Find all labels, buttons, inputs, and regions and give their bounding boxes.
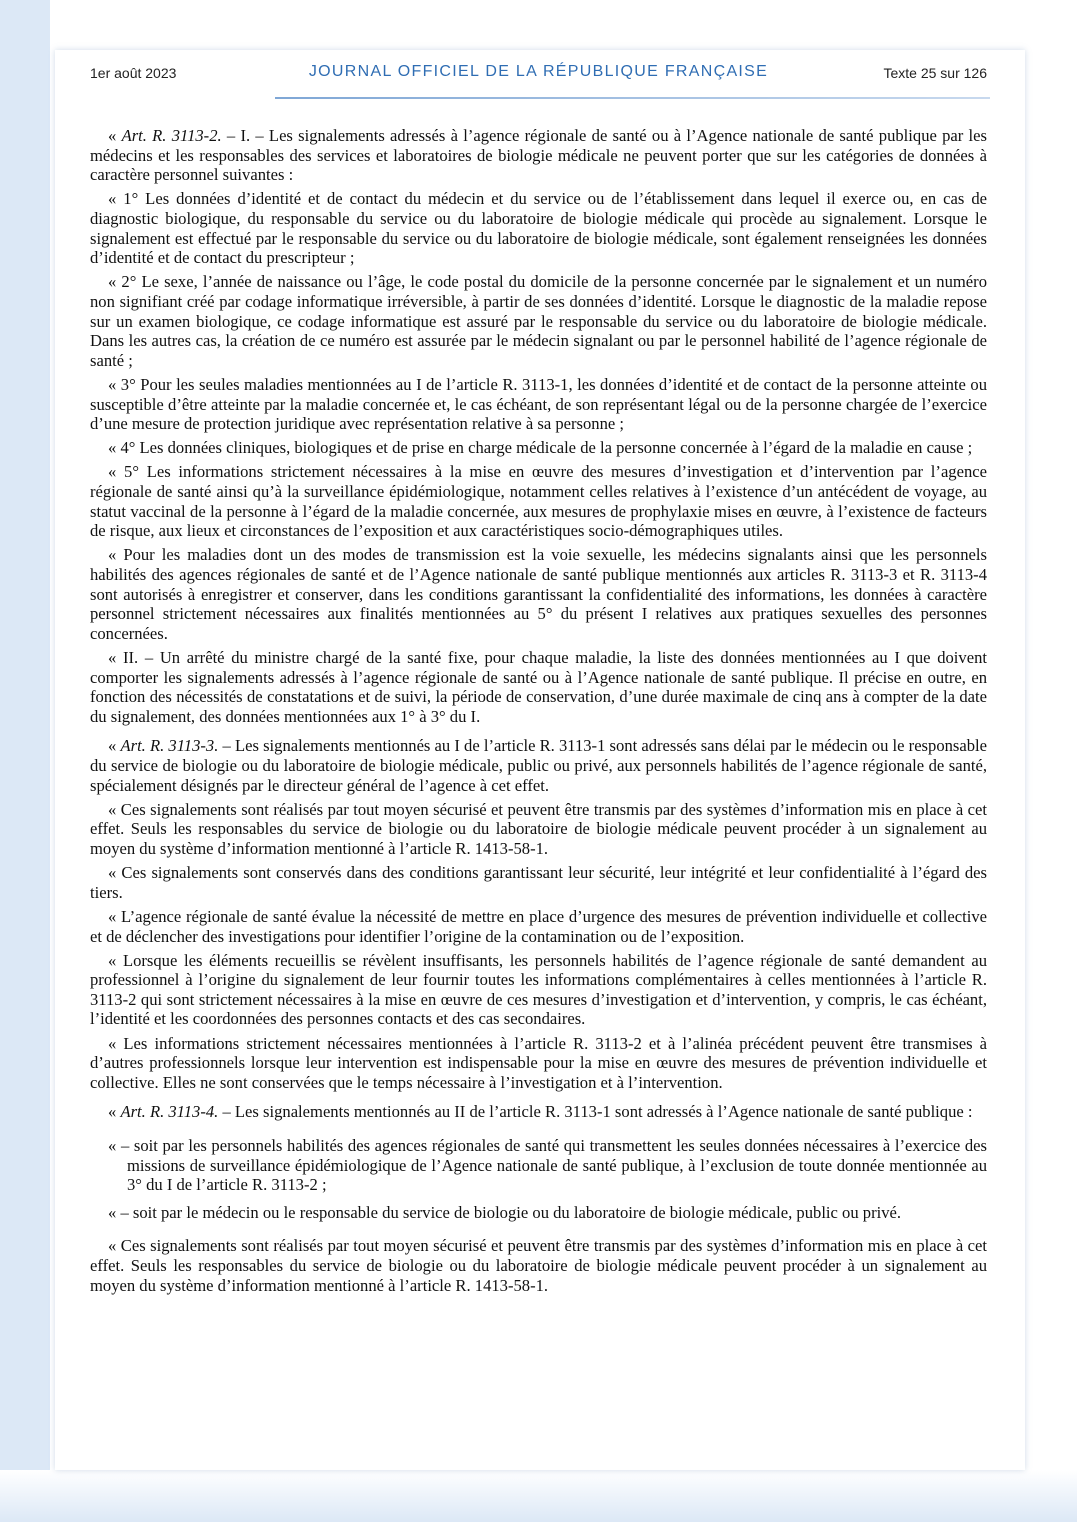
margin-band	[0, 0, 50, 1522]
page-header	[90, 62, 987, 90]
paragraph-evaluation: « L’agence régionale de santé évalue la nécessité de mettre en place d’urgence des mesures de prévention individuelle et collective et de déclencher des investigations pour identifier l’origine de la contamination ou de l’exposition.	[90, 906, 987, 946]
journal-title: JOURNAL OFFICIEL DE LA RÉPUBLIQUE FRANÇAISE	[308, 63, 769, 80]
article-r3113-3-intro: « Art. R. 3113-3. – Les signalements mentionnés au I de l’article R. 3113-1 sont adressés sans délai par le médecin ou le responsable du service de biologie ou du laboratoire de biologie médicale, public ou privé, aux personnels habilités de l’agence régionale de santé, spécialement désignés par le directeur général de l’agence à cet effet.	[90, 736, 988, 795]
dash-item-ars: « – soit par les personnels habilités des agences régionales de santé qui transmettent les seules données nécessaires à l’exercice des missions de surveillance épidémiologique de l’Agence nationale de santé publique, à l’exclusion de toute donnée mentionnée au 3° du I de l’article R. 3113-2 ;	[108, 1136, 987, 1195]
article-number: Art. R. 3113-3.	[120, 736, 219, 756]
paragraph-item-2: « 2° Le sexe, l’année de naissance ou l’âge, le code postal du domicile de la personne concernée par le signalement et un numéro non signifiant créé par codage informatique irréversible, à partir de ses données d’identité. Lorsque le diagnostic de la maladie repose sur un examen biologique, ce codage informatique est assuré par le responsable du service ou du laboratoire de biologie médicale. Dans les autres cas, la création de ce numéro est assurée par le médecin signalant ou par le personnel habilité de l’agence régionale de santé ;	[90, 272, 987, 370]
paragraph-conservation: « Ces signalements sont conservés dans des conditions garantissant leur sécurité, leur intégrité et leur confidentialité à l’égard des tiers.	[90, 863, 987, 902]
paragraph-section-ii: « II. – Un arrêté du ministre chargé de la santé fixe, pour chaque maladie, la liste des données mentionnées au I que doivent comporter les signalements adressés à l’agence régionale de santé ou à l’Agence nationale de santé publique. Il précise en outre, en fonction des nécessités de constatations et de suivi, la période de conservation, d’une durée maximale de cinq ans à compter de la date du signalement, des données mentionnées aux 1° à 3° du I.	[90, 648, 987, 726]
paragraph-sexual-transmission: « Pour les maladies dont un des modes de transmission est la voie sexuelle, les médecins signalants ainsi que les personnels habilités des agences régionales de santé et de l’Agence nationale de santé publique mentionnés aux articles R. 3113-3 et R. 3113-4 sont autorisés à enregistrer et conserver, dans les conditions garantissant la confidentialité des informations, les données à caractère personnel strictement nécessaires aux finalités mentionnées au 5° du présent I relatives aux pratiques sexuelles des personnes concernées.	[90, 545, 987, 643]
paragraph-item-3: « 3° Pour les seules maladies mentionnées au I de l’article R. 3113-1, les données d’identité et de contact de la personne atteinte ou susceptible d’être atteinte par la maladie concernée et, le cas échéant, de son représentant légal ou de la personne chargée de l’exercice d’une mesure de protection juridique avec représentation relative à sa personne ;	[90, 374, 987, 434]
paragraph-additional-info: « Lorsque les éléments recueillis se révèlent insuffisants, les personnels habilités de l’agence régionale de santé demandent au professionnel à l’origine du signalement de leur fournir toutes les informations complémentaires à celles mentionnées à l’article R. 3113-2 qui sont strictement nécessaires à la mise en œuvre de ces mesures d’investigation et d’intervention, y compris, le cas échéant, l’identité et les coordonnées des personnes contacts et des cas secondaires.	[90, 950, 987, 1029]
article-r3113-2-intro: « Art. R. 3113-2. – I. – Les signalements adressés à l’agence régionale de santé ou à l’Agence nationale de santé publique par les médecins et les responsables des services et laboratoires de biologie médicale ne peuvent porter que sur les catégories de données à caractère personnel suivantes :	[90, 126, 987, 185]
paragraph-final-secure-transmission: « Ces signalements sont réalisés par tout moyen sécurisé et peuvent être transmis par des systèmes d’information mis en place à cet effet. Seuls les responsables du service de biologie ou du laboratoire de biologie médicale peuvent procéder à un signalement au moyen du système d’information mentionné à l’article R. 1413-58-1.	[90, 1236, 987, 1295]
header-rule	[275, 97, 990, 99]
paragraph-transmission-professionals: « Les informations strictement nécessaires mentionnées à l’article R. 3113-2 et à l’alinéa précédent peuvent être transmises à d’autres professionnels lorsque leur intervention est indispensable pour la mise en œuvre des mesures de prévention individuelle et collective. Elles ne sont conservées que le temps nécessaire à l’investigation et à l’intervention.	[90, 1033, 987, 1092]
text-reference: Texte 25 sur 126	[883, 65, 987, 81]
paragraph-item-5: « 5° Les informations strictement nécessaires à la mise en œuvre des mesures d’investigation et d’intervention par l’agence régionale de santé ainsi qu’à la surveillance épidémiologique, notamment celles relatives à l’existence d’un antécédent de voyage, au statut vaccinal de la personne à l’égard de la maladie concernée, aux mesures de prophylaxie mises en œuvre, à l’existence de facteurs de risque, aux lieux et circonstances de l’exposition et aux caractéristiques socio-démographiques utiles.	[90, 462, 987, 541]
paragraph-item-4: « 4° Les données cliniques, biologiques et de prise en charge médicale de la personne concernée à l’égard de la maladie en cause ;	[108, 438, 973, 458]
article-r3113-4-intro: « Art. R. 3113-4. – Les signalements mentionnés au II de l’article R. 3113-1 sont adressés à l’Agence nationale de santé publique :	[108, 1102, 973, 1122]
paragraph-secure-transmission: « Ces signalements sont réalisés par tout moyen sécurisé et peuvent être transmis par des systèmes d’information mis en place à cet effet. Seuls les responsables du service de biologie ou du laboratoire de biologie médicale peuvent procéder à un signalement au moyen du système d’information mentionné à l’article R. 1413-58-1.	[90, 799, 987, 858]
paragraph-item-1: « 1° Les données d’identité et de contact du médecin et du service ou de l’établissement dans lequel il exerce ou, en cas de diagnostic biologique, du responsable du service ou du laboratoire de biologie médicale qui procède au signalement. Lorsque le signalement est effectué par le responsable du service ou du laboratoire de biologie médicale, sont également renseignées les données d’identité et de contact du prescripteur ;	[90, 189, 987, 268]
dash-item-medecin: « – soit par le médecin ou le responsable du service de biologie ou du laboratoire de biologie médicale, public ou privé.	[108, 1202, 902, 1222]
page-bottom-shade	[0, 1470, 1077, 1522]
document-body	[90, 126, 987, 1300]
article-number: Art. R. 3113-2.	[121, 126, 222, 145]
publication-date: 1er août 2023	[90, 65, 177, 81]
article-number: Art. R. 3113-4.	[120, 1102, 219, 1122]
